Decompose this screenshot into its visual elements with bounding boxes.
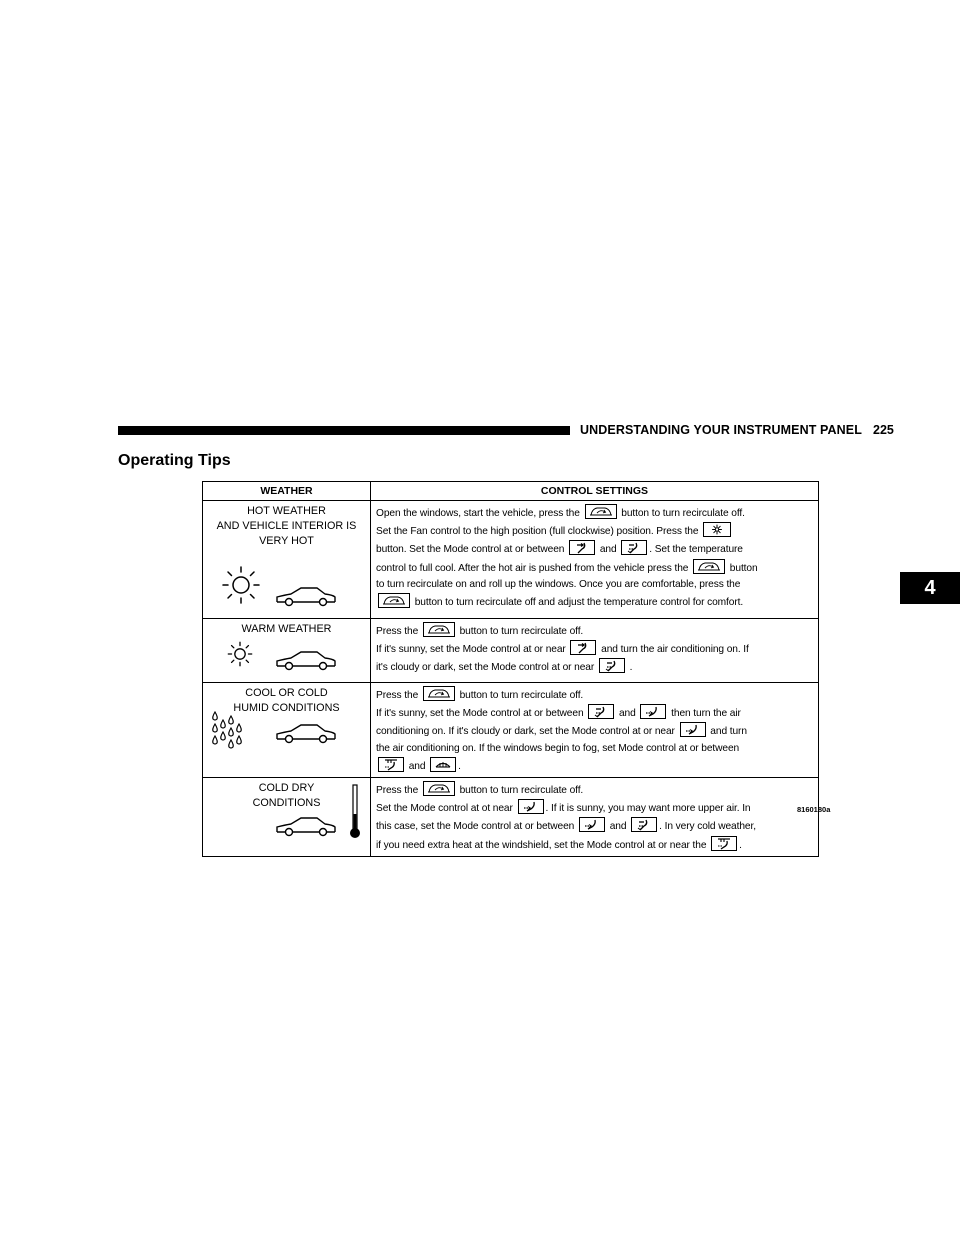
figure-code: 8160180a [797, 805, 831, 814]
recirculation-icon [585, 504, 617, 519]
chapter-tab: 4 [900, 572, 960, 604]
control-text: and [606, 821, 630, 833]
recirculation-icon [378, 593, 410, 608]
weather-cell [203, 501, 371, 619]
control-text: If it's sunny, set the Mode control at or between [376, 708, 587, 720]
control-text: Press the [376, 785, 421, 797]
control-text: . Set the temperature [649, 544, 743, 556]
control-text: Press the [376, 690, 421, 701]
control-text: it's cloudy or dark, set the Mode control at or near [376, 662, 597, 674]
control-text: and [597, 544, 620, 556]
control-cell [371, 501, 819, 619]
control-text: this case, set the Mode control at or between [376, 821, 577, 833]
mix-icon [711, 836, 737, 851]
control-text: . [458, 760, 461, 772]
control-text: Open the windows, start the vehicle, press the [376, 508, 583, 519]
control-cell [371, 778, 819, 857]
control-text-line [376, 640, 814, 658]
defrost-icon [430, 757, 456, 772]
control-text-line [376, 593, 814, 611]
weather-label: HUMID CONDITIONS [233, 702, 340, 714]
mix-icon [378, 757, 404, 772]
control-text: then turn the air [668, 708, 741, 720]
control-text-line [376, 577, 814, 593]
control-text-line [376, 781, 814, 799]
control-text: to turn recirculate on and roll up the windows. Once you are comfortable, press the [376, 578, 741, 590]
control-text: if you need extra heat at the windshield, set the Mode control at or near the [376, 839, 710, 851]
bilevel-icon [599, 658, 625, 673]
control-text-line [376, 622, 814, 640]
control-cell [371, 619, 819, 683]
raindrops-icon [211, 710, 245, 750]
control-text: and [616, 708, 639, 720]
control-text-line [376, 757, 814, 775]
bilevel-icon [631, 817, 657, 832]
car-icon [275, 816, 337, 838]
floor-icon [579, 817, 605, 832]
control-cell [371, 683, 819, 778]
control-text-line [376, 704, 814, 722]
control-text-line [376, 559, 814, 577]
weather-label: AND VEHICLE INTERIOR IS [216, 520, 357, 532]
control-text-line [376, 540, 814, 558]
control-text: button to turn recirculate off. [456, 785, 584, 797]
recirculation-icon [693, 559, 725, 574]
control-text-line [376, 722, 814, 740]
control-text-line [376, 741, 814, 757]
car-icon [275, 586, 337, 608]
control-text: Set the Fan control to the high position (full clockwise) position. Press the [376, 526, 702, 538]
table-row [203, 683, 819, 778]
control-text: . If it is sunny, you may want more upper air. In [545, 803, 751, 815]
control-text-line [376, 522, 814, 540]
weather-label: VERY HOT [259, 535, 314, 547]
sun-icon [221, 565, 261, 605]
control-column-header: CONTROL SETTINGS [371, 482, 819, 501]
control-text: button to turn recirculate off and adjust the temperature control for comfort. [412, 597, 744, 609]
car-icon [275, 723, 337, 745]
weather-label: COLD DRY [258, 782, 315, 795]
panel-icon [570, 640, 596, 655]
control-text-line [376, 658, 814, 676]
control-text: . [739, 839, 742, 851]
table-row [203, 778, 819, 857]
control-text: . [626, 662, 633, 674]
control-text-line [376, 817, 814, 835]
operating-tips-table [202, 481, 819, 857]
thermometer-icon [349, 784, 361, 840]
control-text: button to turn recirculate off. [456, 626, 584, 637]
control-text: the air conditioning on. If the windows begin to fog, set Mode control at or between [376, 742, 740, 754]
control-text: and [406, 760, 429, 772]
control-text: Set the Mode control at ot near [376, 803, 516, 815]
weather-label: WARM WEATHER [241, 623, 332, 635]
control-text: If it's sunny, set the Mode control at or near [376, 644, 569, 656]
control-text-line [376, 504, 814, 522]
control-text: button [727, 562, 758, 574]
panel-icon [569, 540, 595, 555]
control-text: and turn [707, 726, 747, 738]
table-header-row [203, 482, 819, 501]
bilevel-icon [588, 704, 614, 719]
weather-label: HOT WEATHER [247, 505, 326, 517]
page-number: 225 [873, 423, 894, 437]
control-text: Press the [376, 626, 421, 637]
weather-label: COOL OR COLD [245, 687, 328, 699]
table-row [203, 501, 819, 619]
recirculation-icon [423, 781, 455, 796]
floor-icon [518, 799, 544, 814]
weather-cell [203, 778, 371, 857]
table-row [203, 619, 819, 683]
running-header: UNDERSTANDING YOUR INSTRUMENT PANEL [580, 423, 862, 437]
section-title: Operating Tips [118, 452, 231, 469]
control-text: button to turn recirculate off. [618, 508, 745, 519]
control-text: button. Set the Mode control at or between [376, 544, 568, 556]
car-icon [275, 650, 337, 672]
control-text-line [376, 686, 814, 704]
control-text: and turn the air conditioning on. If [598, 644, 749, 656]
recirculation-icon [423, 622, 455, 637]
control-text: control to full cool. After the hot air is pushed from the vehicle press the [376, 562, 692, 574]
floor-icon [680, 722, 706, 737]
recirculation-icon [423, 686, 455, 701]
control-text: . In very cold weather, [659, 821, 756, 833]
bilevel-icon [621, 540, 647, 555]
control-text-line [376, 799, 814, 817]
sun-icon [227, 641, 253, 667]
control-text: conditioning on. If it's cloudy or dark, set the Mode control at or near [376, 726, 678, 738]
control-text-line [376, 836, 814, 854]
header-rule [118, 426, 570, 435]
control-text: button to turn recirculate off. [456, 690, 584, 701]
weather-cell [203, 683, 371, 778]
weather-label: CONDITIONS [252, 797, 321, 810]
fan-icon [703, 522, 731, 537]
weather-column-header: WEATHER [203, 482, 371, 501]
floor-icon [640, 704, 666, 719]
weather-cell [203, 619, 371, 683]
